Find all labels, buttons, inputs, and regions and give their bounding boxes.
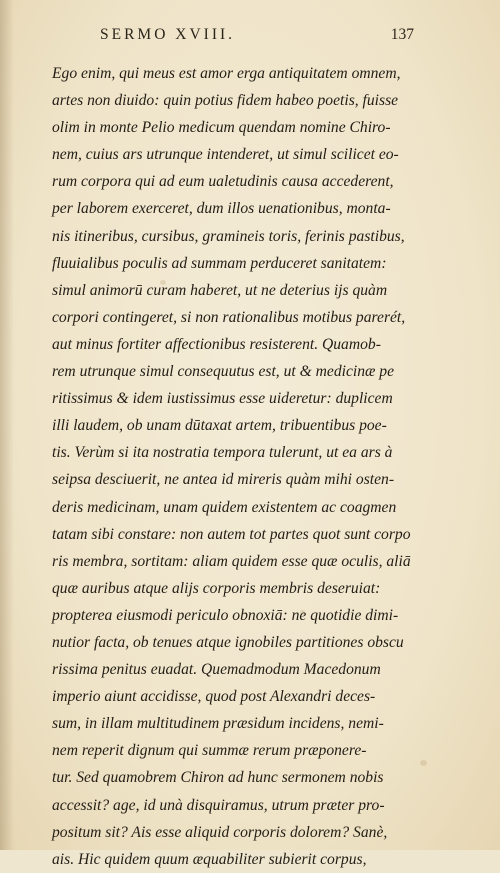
text-line: seipsa desciuerit, ne antea id mireris quàm mihi osten-: [52, 471, 395, 489]
text-line: sum, in illam multitudinem præsidum incidens, nemi-: [52, 715, 384, 733]
text-line: quæ auribus atque alijs corporis membris deseruiat:: [52, 579, 381, 597]
text-line: nis itineribus, cursibus, gramineis toris, ferinis pastibus,: [52, 227, 405, 245]
text-line: ritissimus & idem iustissimus esse uideretur: duplicem: [52, 390, 393, 408]
text-line: rum corpora qui ad eum ualetudinis causa accederent,: [52, 173, 394, 191]
page-header: [100, 26, 414, 46]
text-line: propterea eiusmodi periculo obnoxiā: ne quotidie dimi-: [52, 606, 399, 624]
text-line: corpori contingeret, si non rationalibus motibus parerét,: [52, 308, 406, 326]
gutter-shadow: [0, 0, 14, 850]
text-line: rem utrunque simul consequutus est, ut & medicinæ pe: [52, 363, 395, 381]
running-head: SERMO XVIII.: [100, 26, 236, 43]
text-line: olim in monte Pelio medicum quendam nomine Chiro-: [52, 119, 391, 137]
text-line: tis. Verùm si ita nostratia tempora tulerunt, ut ea ars à: [52, 444, 393, 462]
text-line: illi laudem, ob unam dūtaxat artem, tribuentibus poe-: [52, 417, 387, 435]
text-line: simul animorū curam haberet, ut ne deterius ijs quàm: [52, 281, 388, 299]
text-line: nutior facta, ob tenues atque ignobiles partitiones obscu: [52, 633, 404, 651]
text-line: Ego enim, qui meus est amor erga antiquitatem omnem,: [52, 65, 401, 82]
foxing-spot: [420, 760, 427, 766]
text-line: tur. Sed quamobrem Chiron ad hunc sermonem nobis: [52, 769, 384, 787]
text-line: positum sit? Ais esse aliquid corporis dolorem? Sanè,: [52, 823, 388, 841]
text-line: per laborem exerceret, dum illos uenationibus, monta-: [52, 200, 391, 218]
text-line: ais. Hic quidem quum æquabiliter subierit corpus,: [52, 850, 367, 868]
text-line: nem, cuius ars utrunque intenderet, ut simul scilicet eo-: [52, 146, 399, 164]
text-line: deris medicinam, unam quidem existentem ac coagmen: [52, 498, 397, 516]
text-line: artes non diuido: quin potius fidem habeo poetis, fuisse: [52, 92, 399, 110]
text-line: rissima penitus euadat. Quemadmodum Macedonum: [52, 661, 381, 679]
text-line: ris membra, sortitam: aliam quidem esse quæ oculis, aliā: [52, 552, 411, 570]
text-line: aut minus fortiter affectionibus resisterent. Quamob-: [52, 335, 381, 353]
text-line: accessit? age, id unà disquiramus, utrum præter pro-: [52, 796, 385, 814]
text-line: imperio aiunt accidisse, quod post Alexandri deces-: [52, 688, 376, 706]
text-line: fluuialibus poculis ad summam perduceret sanitatem:: [52, 254, 387, 272]
page-number: 137: [390, 26, 414, 43]
text-line: tatam sibi constare: non autem tot partes quot sunt corpo: [52, 525, 411, 543]
text-line: nem reperit dignum qui summæ rerum præponere-: [52, 742, 367, 760]
body-text: [52, 60, 411, 873]
